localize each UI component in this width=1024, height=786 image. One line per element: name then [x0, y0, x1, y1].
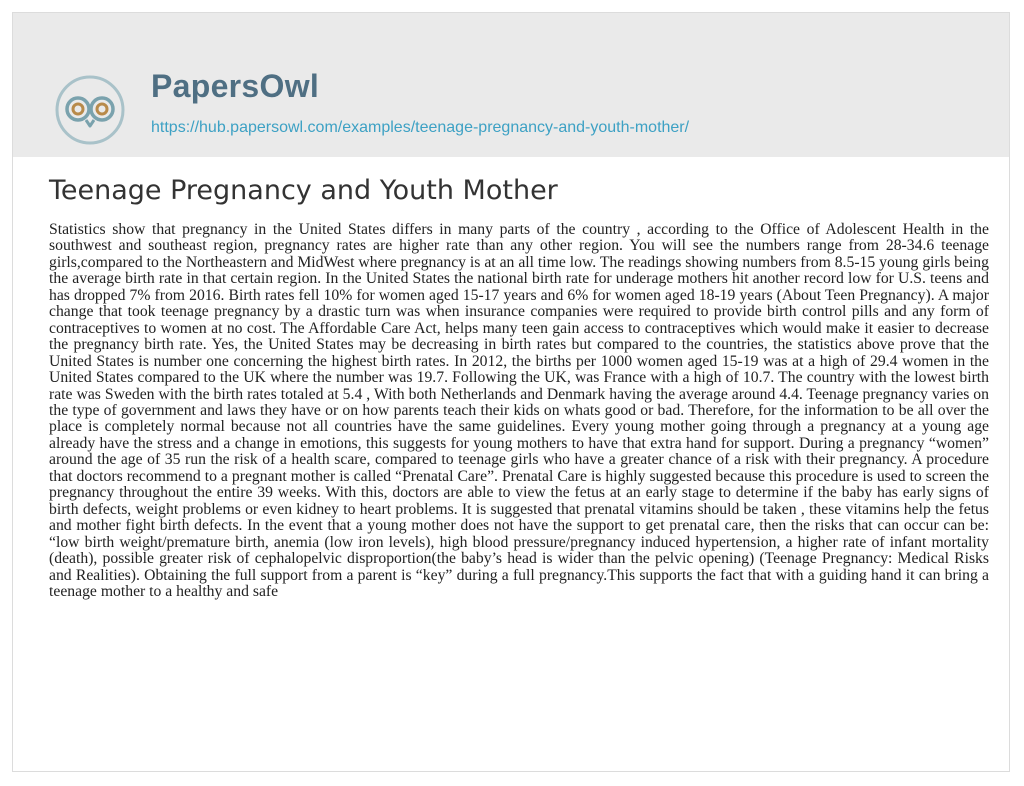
site-header	[13, 13, 1009, 157]
article-body: Statistics show that pregnancy in the United States differs in many parts of the country , according to the Office of Adolescent Health in the southwest and southeast region, pregnancy rates are higher rate than any other region. You will see the numbers range from 28-34.6 teenage girls,compared to the Northeastern and MidWest where pregnancy is at an all time low. The readings showing numbers from 8.5-15 young girls being the average birth rate in that certain region. In the United States the national birth rate for underage mothers hit another record low for U.S. teens and has dropped 7% from 2016. Birth rates fell 10% for women aged 15-17 years and 6% for women aged 18-19 years (About Teen Pregnancy). A major change that took teenage pregnancy by a drastic turn was when insurance companies were required to provide birth control pills and any form of contraceptives to women at no cost. The Affordable Care Act, helps many teen gain access to contraceptives which would make it easier to decrease the pregnancy birth rate. Yes, the United States may be decreasing in birth rates but compared to the countries, the statistics above prove that the United States is number one concerning the highest birth rates. In 2012, the births per 1000 women aged 15-19 was at a high of 29.4 women in the United States compared to the UK where the number was 19.7. Following the UK, was France with a high of 10.7. The country with the lowest birth rate was Sweden with the birth rates totaled at 5.4 , With both Netherlands and Denmark having the average around 4.4. Teenage pregnancy varies on the type of government and laws they have or on how parents teach their kids on whats good or bad. Therefore, for the information to be all over the place is completely normal because not all countries have the same guidelines. Every young mother going through a pregnancy at a young age already have the stress and a change in emotions, this suggests for young mothers to have that extra hand for support. During a pregnancy “women” around the age of 35 run the risk of a health scare, compared to teenage girls who have a greater chance of a risk with their pregnancy. A procedure that doctors recommend to a pregnant mother is called “Prenatal Care”. Prenatal Care is highly suggested because this procedure is used to screen the pregnancy throughout the entire 39 weeks. With this, doctors are able to view the fetus at an early stage to determine if the baby has early signs of birth defects, weight problems or even kidney to heart problems. It is suggested that prenatal vitamins should be taken , these vitamins help the fetus and mother fight birth defects. In the event that a young mother does not have the support to get prenatal care, then the risks that can occur can be: “low birth weight/premature birth, anemia (low iron levels), high blood pressure/pregnancy induced hypertension, a higher rate of infant mortality (death), possible greater risk of cephalopelvic disproportion(the baby’s head is wider than the pelvic opening) (Teenage Pregnancy: Medical Risks and Realities). Obtaining the full support from a parent is “key” during a full pregnancy.This supports the fact that with a guiding hand it can bring a teenage mother to a healthy and safe	[49, 222, 989, 600]
source-url-link[interactable]: https://hub.papersowl.com/examples/teenage-pregnancy-and-youth-mother/	[151, 119, 690, 136]
brand-name: PapersOwl	[151, 68, 320, 104]
owl-eyes-logo-icon	[55, 75, 125, 145]
document-page	[12, 12, 1010, 772]
article-title: Teenage Pregnancy and Youth Mother	[49, 175, 558, 206]
